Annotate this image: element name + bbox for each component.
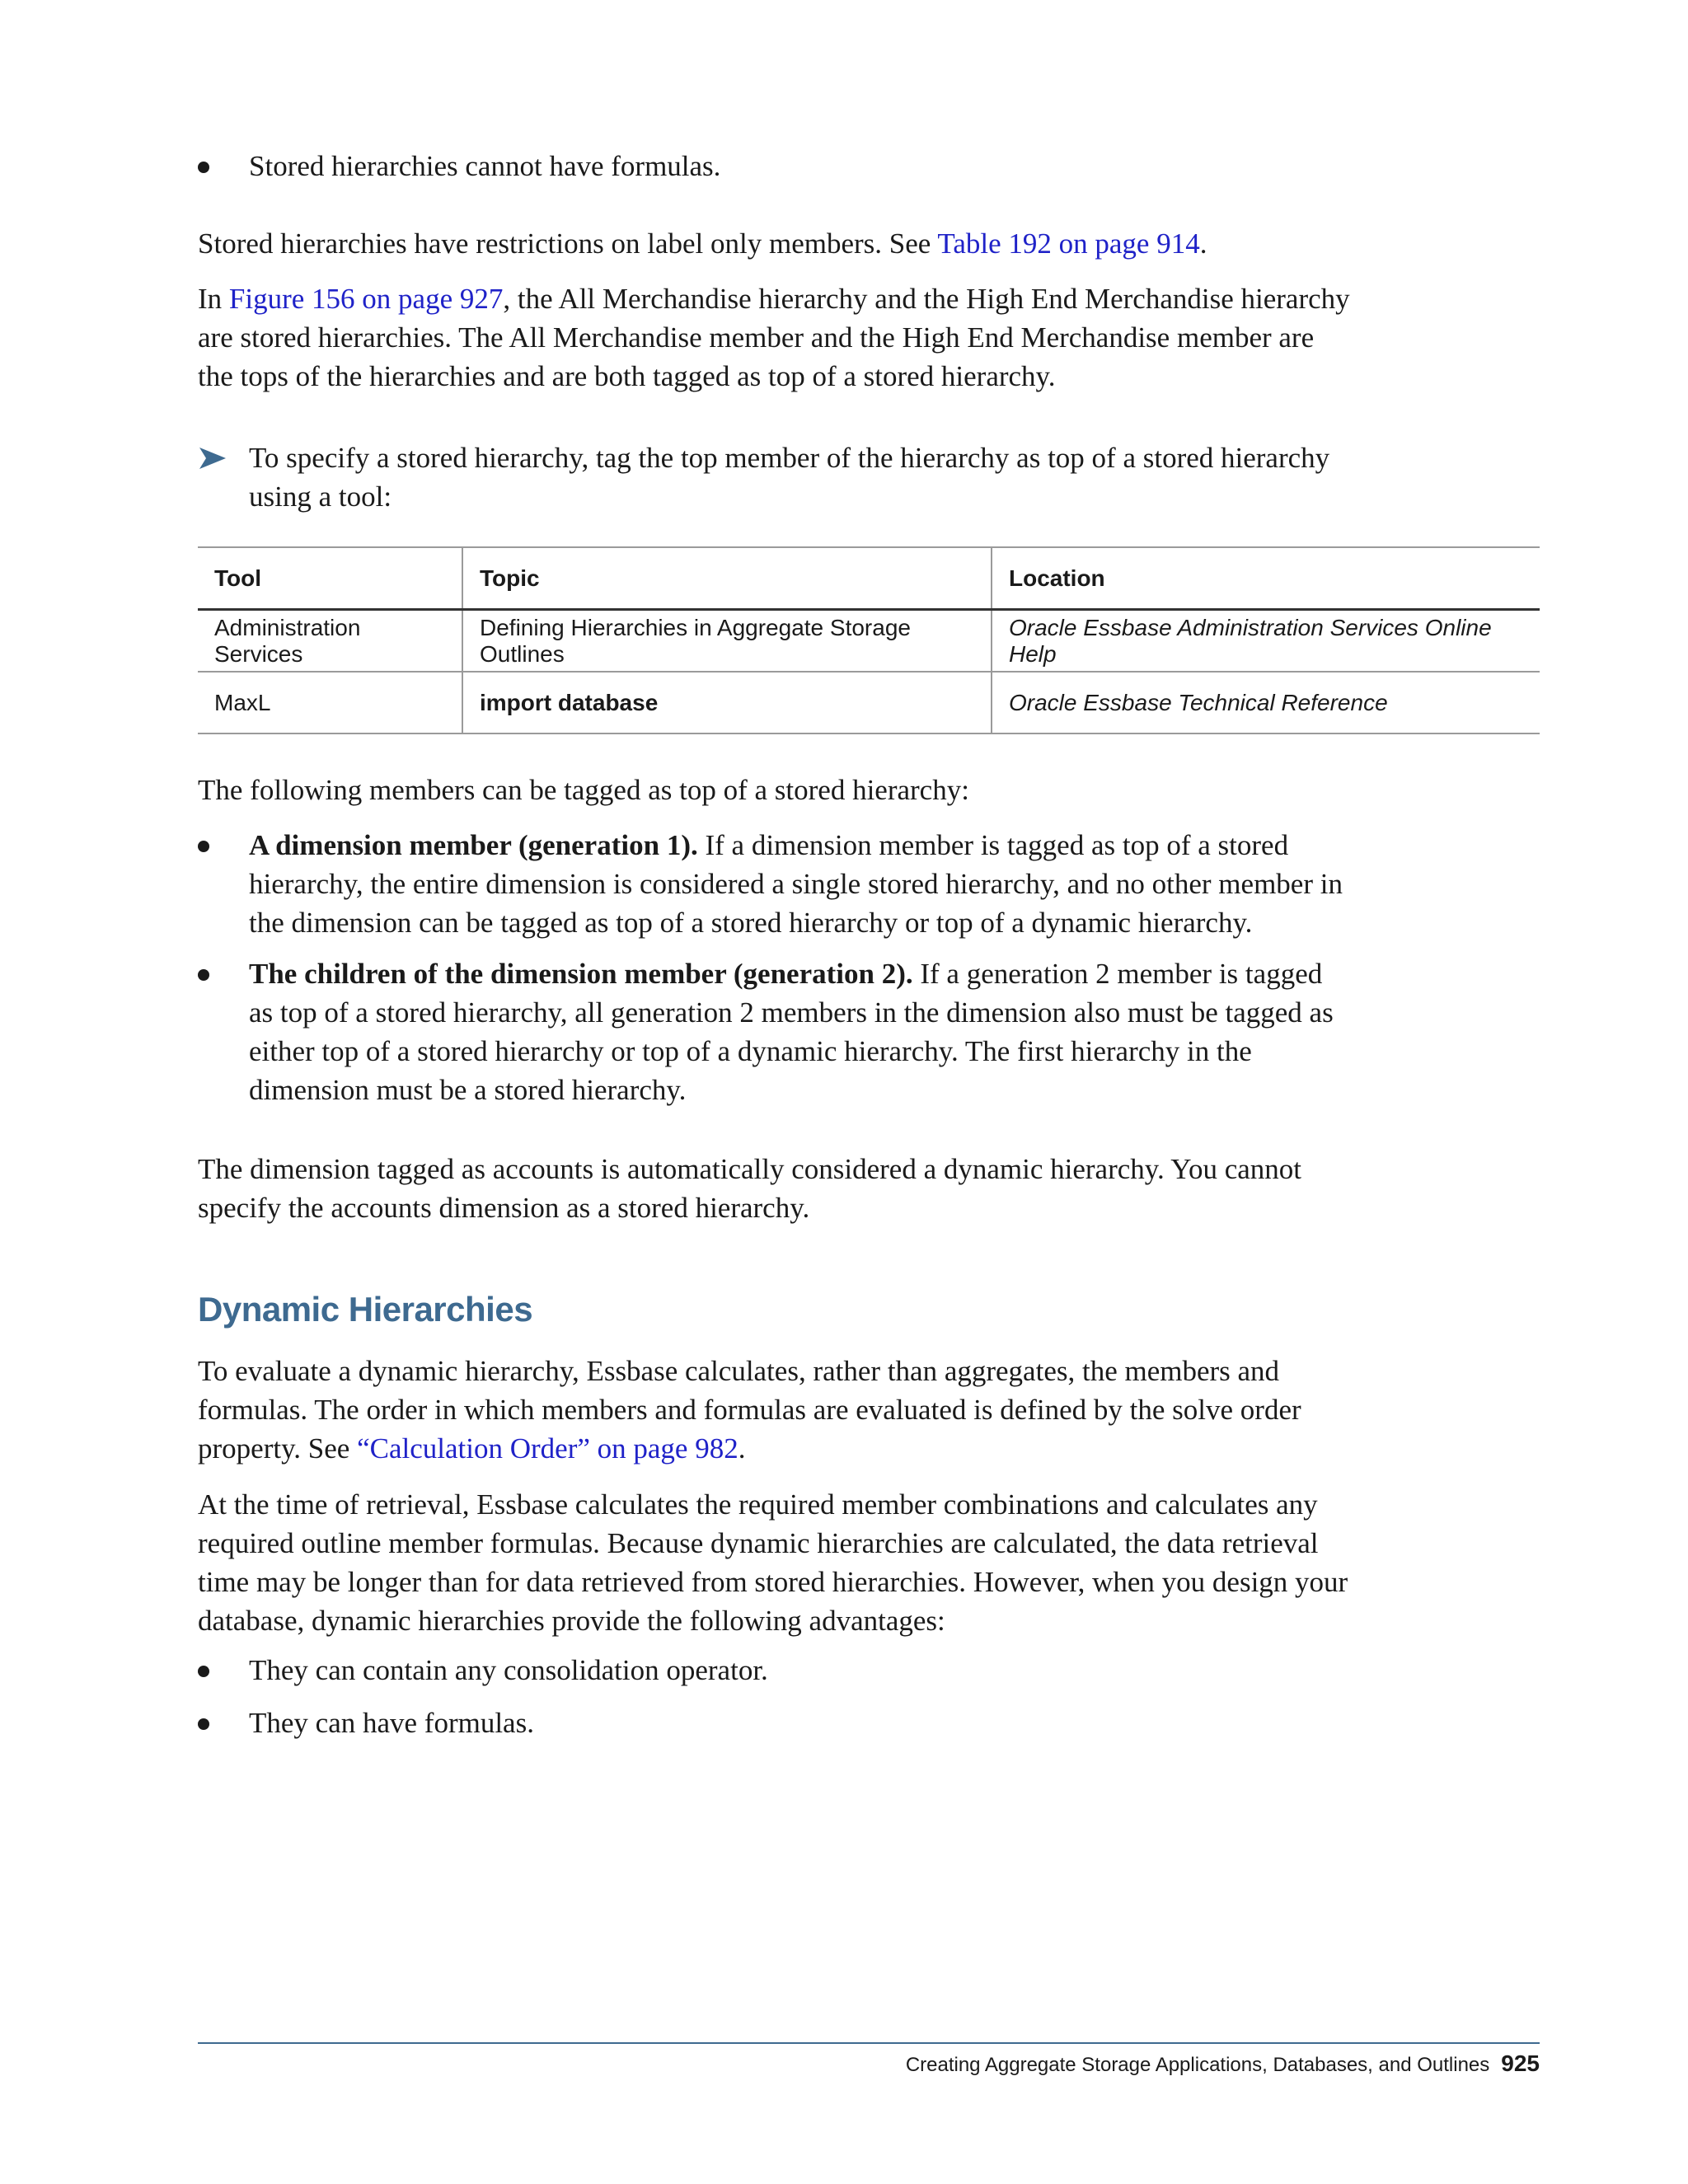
document-page [198, 0, 1541, 2184]
cell-tool: Administration Services [198, 610, 462, 673]
bullet-item [198, 826, 1352, 942]
bullet-dot-icon [198, 162, 209, 173]
bullet-description: If a dimension member is tagged as top of a stored hierarchy, the entire dimension is considered a single stored hierarchy, and no other member in the dimension can be tagged as top of a stored hierarchy or top of a dynamic hierarchy. [249, 829, 1343, 939]
table-row [198, 610, 1540, 673]
bullet-term: The children of the dimension member (generation 2). [249, 958, 913, 990]
paragraph-retrieval: At the time of retrieval, Essbase calculates the required member combinations and calculates any required outline member formulas. Because dynamic hierarchies are calculated, the data retrieval time may be longer than for data retrieved from stored hierarchies. However, when you design your database, dynamic hierarchies provide the following advantages: [198, 1488, 1348, 1637]
bullet-dot-icon [198, 1718, 209, 1730]
cell-topic: Defining Hierarchies in Aggregate Storage Outlines [462, 610, 992, 673]
bullet-dot-icon [198, 969, 209, 981]
bullet-item [198, 147, 1352, 185]
table-header-row [198, 547, 1540, 610]
bullet-item [198, 1651, 1352, 1690]
cell-tool: MaxL [198, 672, 462, 733]
paragraph-figure-reference [198, 279, 1352, 396]
paragraph-text: Stored hierarchies have restrictions on label only members. See [198, 227, 938, 260]
paragraph-dynamic-evaluation [198, 1352, 1352, 1468]
paragraph-end: . [738, 1432, 746, 1465]
bullet-dot-icon [198, 841, 209, 852]
calculation-order-link[interactable]: “Calculation Order” on page 982 [357, 1432, 738, 1465]
procedure-text: To specify a stored hierarchy, tag the top member of the hierarchy as top of a stored hierarchy using a tool: [249, 442, 1330, 513]
paragraph-text: To evaluate a dynamic hierarchy, Essbase calculates, rather than aggregates, the members and formulas. The order in which members and formulas are evaluated is defined by the solve order property. See [198, 1355, 1301, 1465]
paragraph-accounts-dimension: The dimension tagged as accounts is automatically considered a dynamic hierarchy. You cannot specify the accounts dimension as a stored hierarchy. [198, 1153, 1302, 1224]
table-row [198, 672, 1540, 733]
footer-rule [198, 2042, 1540, 2044]
bullet-term: A dimension member (generation 1). [249, 829, 698, 861]
page-footer [906, 2050, 1540, 2077]
paragraph-label-only-restrictions [198, 224, 1352, 263]
paragraph-end: . [1199, 227, 1207, 260]
cell-topic: import database [462, 672, 992, 733]
paragraph-start: In [198, 283, 229, 315]
column-header-location: Location [992, 547, 1540, 610]
paragraph-members-intro: The following members can be tagged as top of a stored hierarchy: [198, 774, 969, 806]
figure-156-link[interactable]: Figure 156 on page 927 [228, 283, 504, 315]
bullet-description: If a generation 2 member is tagged as top of a stored hierarchy, all generation 2 members in the dimension also must be tagged as either top of a stored hierarchy or top of a dynamic hierarchy. The first hierarchy in the dimension must be a stored hierarchy. [249, 958, 1334, 1106]
bullet-text: Stored hierarchies cannot have formulas. [249, 150, 721, 182]
bullet-text: They can have formulas. [249, 1707, 534, 1739]
section-heading: Dynamic Hierarchies [198, 1290, 533, 1329]
bullet-text [249, 826, 1352, 942]
footer-title: Creating Aggregate Storage Applications, Databases, and Outlines [905, 2054, 1490, 2076]
cell-location: Oracle Essbase Technical Reference [992, 672, 1540, 733]
paragraph-text: , the All Merchandise hierarchy and the High End Merchandise hierarchy are stored hierarchies. The All Merchandise member and the High End Merchandise member are the tops of the hierarchies and are both tagged as top of a stored hierarchy. [198, 283, 1350, 392]
bullet-text [249, 954, 1352, 1109]
bullet-item [198, 954, 1352, 1109]
column-header-topic: Topic [462, 547, 992, 610]
tools-table [198, 546, 1540, 734]
procedure-step [198, 438, 1352, 516]
bullet-dot-icon [198, 1666, 209, 1677]
column-header-tool: Tool [198, 547, 462, 610]
page-number: 925 [1501, 2050, 1540, 2076]
bullet-item [198, 1704, 1352, 1742]
procedure-arrow-icon [198, 446, 227, 471]
table-192-link[interactable]: Table 192 on page 914 [937, 227, 1200, 260]
cell-location: Oracle Essbase Administration Services Online Help [992, 610, 1540, 673]
bullet-text: They can contain any consolidation operator. [249, 1654, 768, 1686]
